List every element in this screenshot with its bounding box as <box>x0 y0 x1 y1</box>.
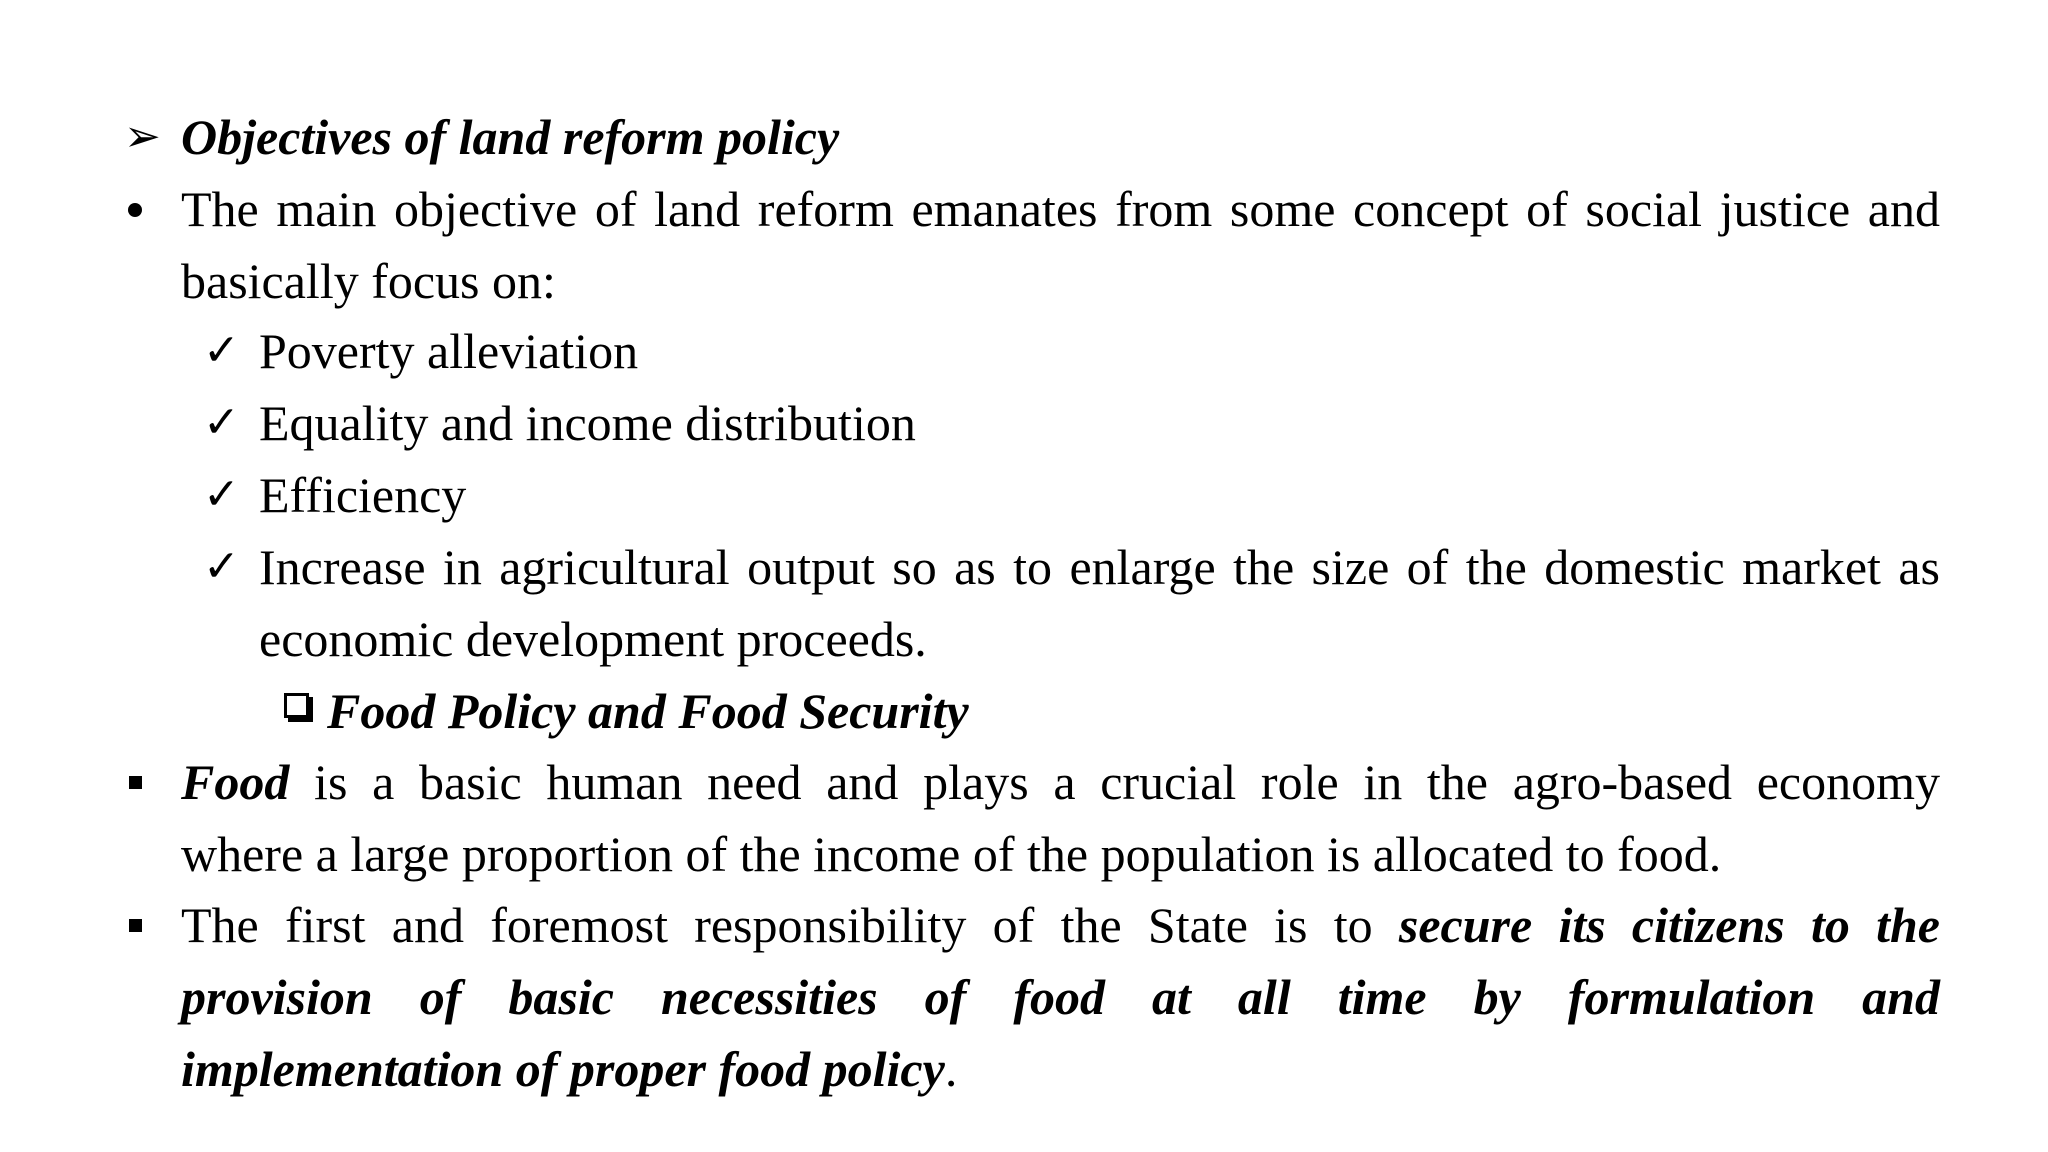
paragraph-line-emphasis: provision of basic necessities of food at all time by formulation and <box>181 969 1940 1025</box>
paragraph-line: The main objective of land reform emanates from some concept of social justice and <box>181 181 1940 237</box>
checkmark-icon: ✓ <box>203 326 240 375</box>
text-run: The first and foremost responsibility of the State is to <box>181 897 1399 953</box>
checklist-item: Equality and income distribution <box>259 395 916 451</box>
text-run: . <box>944 1041 958 1097</box>
paragraph-line <box>181 889 1940 961</box>
square-bullet-icon <box>129 919 142 932</box>
emphasis-run: implementation of proper food policy <box>181 1041 945 1097</box>
emphasis-run: secure its citizens to the <box>1398 897 1941 953</box>
paragraph-line <box>181 1033 957 1105</box>
bold-term-food: Food <box>181 754 290 810</box>
square-bullet-icon <box>129 776 142 789</box>
checkmark-icon: ✓ <box>203 398 240 447</box>
paragraph-line: basically focus on: <box>181 253 556 309</box>
text-run: is a basic human need and plays a crucial role in the agro-based economy <box>289 754 1940 810</box>
checkbox-bullet-icon <box>284 693 309 718</box>
checklist-item: Efficiency <box>259 467 467 523</box>
checklist-item: Poverty alleviation <box>259 323 639 379</box>
checklist-item: Increase in agricultural output so as to enlarge the size of the domestic market as <box>259 539 1940 595</box>
checkmark-icon: ✓ <box>203 542 240 591</box>
section-heading-food-policy: Food Policy and Food Security <box>327 683 969 739</box>
section-heading-land-reform: Objectives of land reform policy <box>181 109 840 165</box>
checklist-item-continuation: economic development proceeds. <box>259 611 927 667</box>
checkmark-icon: ✓ <box>203 470 240 519</box>
paragraph-line: where a large proportion of the income of the population is allocated to food. <box>181 826 1722 882</box>
round-bullet-icon <box>128 203 142 217</box>
arrow-bullet-icon: ➢ <box>124 112 161 161</box>
paragraph-line <box>181 746 1940 818</box>
